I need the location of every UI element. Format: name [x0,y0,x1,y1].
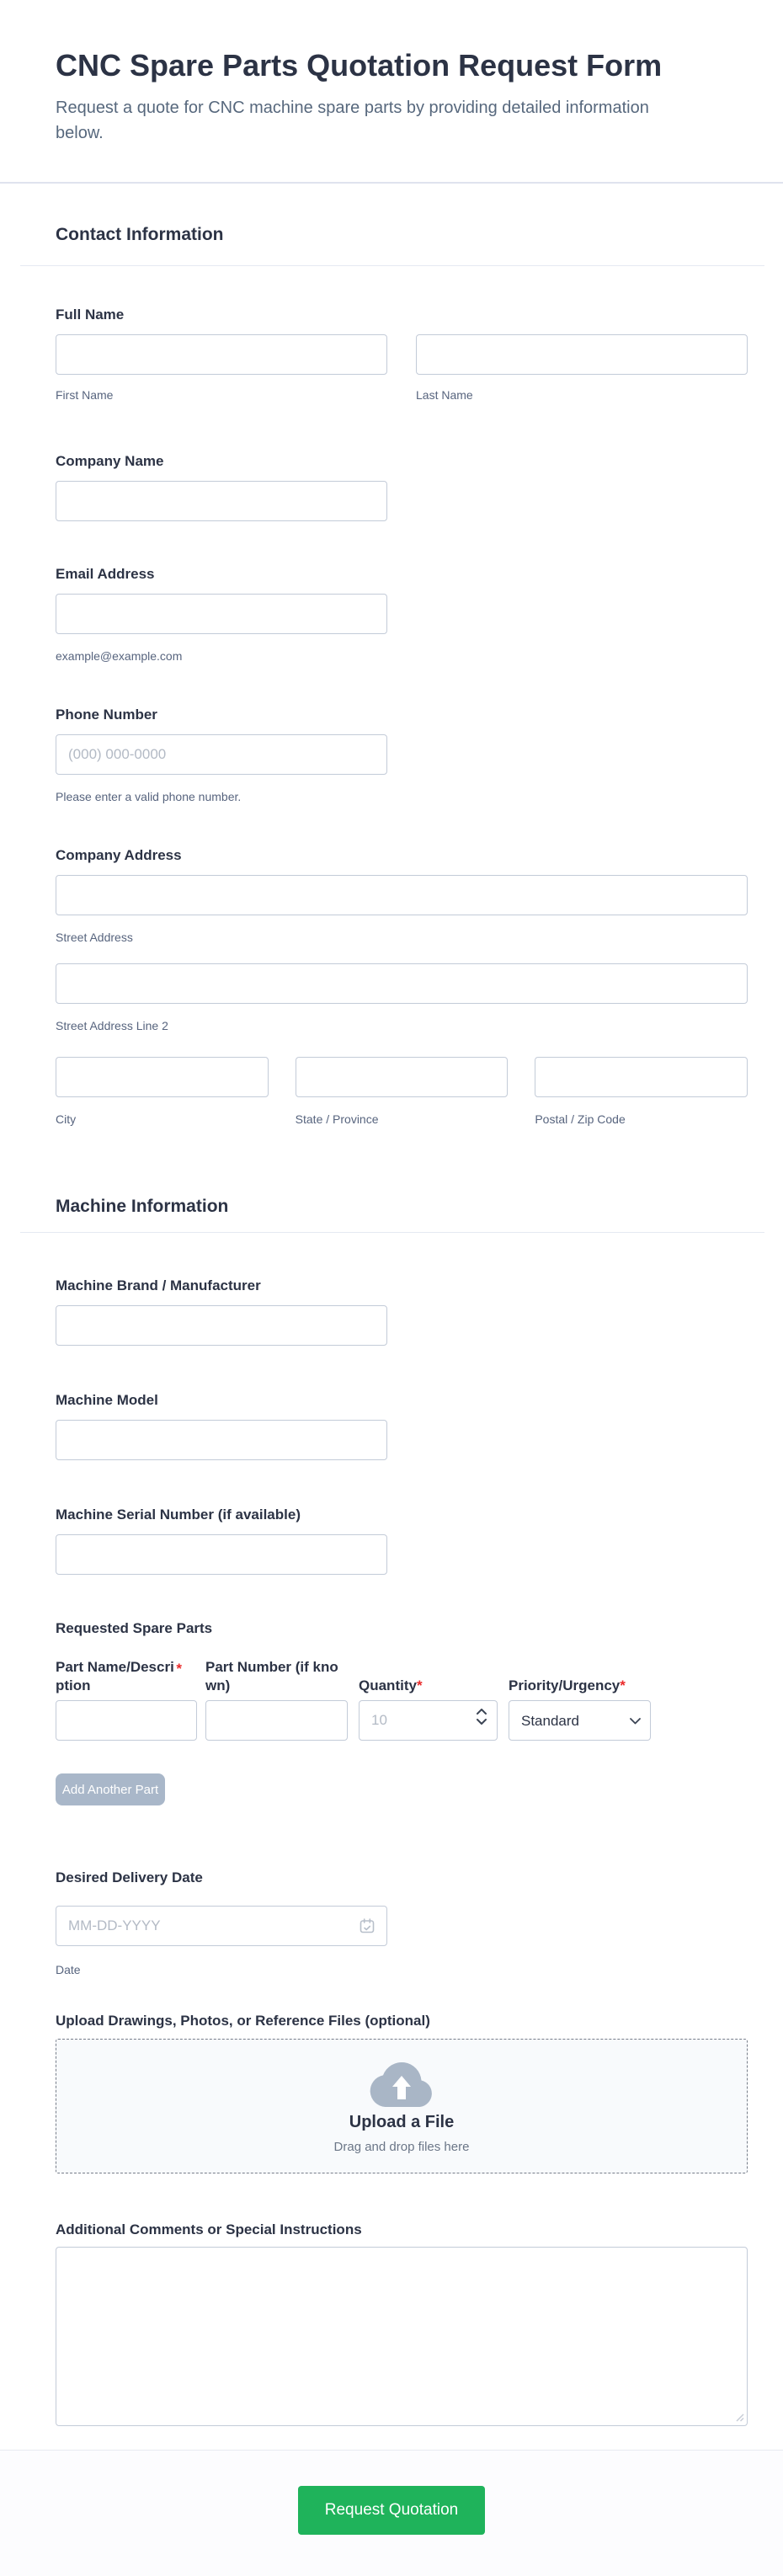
street-address-sublabel: Street Address [56,931,133,944]
street-address2-sublabel: Street Address Line 2 [56,1019,168,1032]
zip-input[interactable] [535,1057,748,1097]
delivery-date-label: Desired Delivery Date [56,1869,203,1885]
field-delivery-date [56,1869,748,1977]
required-marker: * [176,1661,182,1677]
request-quotation-button[interactable]: Request Quotation [298,2486,485,2535]
section-divider [20,265,764,266]
spare-parts-input-row [56,1700,748,1741]
machine-serial-input[interactable] [56,1534,387,1575]
priority-column-label: Priority/Urgency* [509,1677,626,1693]
zip-sublabel: Postal / Zip Code [535,1112,626,1126]
date-sublabel: Date [56,1963,81,1976]
comments-label: Additional Comments or Special Instructions [56,2221,362,2237]
company-name-input[interactable] [56,481,387,521]
form-header [0,0,783,184]
upload-label: Upload Drawings, Photos, or Reference Files (optional) [56,2013,430,2029]
required-marker: * [416,1677,423,1693]
field-machine-brand [56,1277,748,1346]
calendar-icon[interactable] [359,1917,376,1934]
machine-serial-label: Machine Serial Number (if available) [56,1507,301,1523]
field-company-address [56,846,748,1127]
contact-fields [0,306,783,1127]
company-address-label: Company Address [56,847,182,863]
field-machine-model [56,1391,748,1460]
field-upload [56,2012,748,2173]
company-name-label: Company Name [56,453,164,469]
resize-handle-icon[interactable] [734,2412,744,2422]
phone-input[interactable] [56,734,387,775]
add-another-part-button[interactable]: Add Another Part [56,1773,165,1805]
quantity-column-label: Quantity* [359,1677,423,1693]
email-label: Email Address [56,566,155,582]
part-number-column-label: Part Number (if known) [205,1659,338,1693]
field-company-name [56,452,748,521]
street-address-input[interactable] [56,875,748,915]
first-name-input[interactable] [56,334,387,375]
state-sublabel: State / Province [295,1112,379,1126]
last-name-input[interactable] [416,334,748,375]
comments-textarea[interactable] [56,2247,748,2426]
machine-brand-label: Machine Brand / Manufacturer [56,1277,261,1293]
email-helper: example@example.com [56,649,183,663]
field-full-name [56,306,748,403]
section-divider [20,1232,764,1233]
field-machine-serial [56,1506,748,1575]
section-title-contact: Contact Information [56,225,224,244]
spare-parts-label: Requested Spare Parts [56,1620,213,1636]
machine-brand-input[interactable] [56,1305,387,1346]
quantity-stepper[interactable] [477,1709,487,1725]
section-machine-information [0,1127,783,1218]
machine-fields [0,1277,783,2426]
part-name-input[interactable] [56,1700,197,1741]
spare-parts-header-row [56,1658,748,1695]
state-input[interactable] [296,1057,509,1097]
chevron-down-icon [477,1719,487,1725]
field-phone [56,706,748,804]
file-dropzone[interactable] [56,2039,748,2173]
section-contact-information [0,184,783,246]
field-comments [56,2221,748,2426]
chevron-up-icon [477,1709,487,1715]
upload-cloud-icon [369,2061,434,2107]
machine-model-input[interactable] [56,1420,387,1460]
priority-select[interactable] [509,1700,651,1741]
part-name-column-label: Part Name/Description * [56,1659,182,1693]
city-sublabel: City [56,1112,77,1126]
phone-label: Phone Number [56,707,157,723]
page-subtitle: Request a quote for CNC machine spare parts by providing detailed information below. [56,99,649,142]
upload-subtitle: Drag and drop files here [333,2140,470,2154]
field-requested-spare-parts [56,1619,748,1805]
delivery-date-input[interactable] [56,1906,387,1946]
machine-model-label: Machine Model [56,1392,158,1408]
phone-helper: Please enter a valid phone number. [56,790,242,803]
form-footer [0,2451,783,2576]
upload-title: Upload a File [349,2113,455,2131]
street-address2-input[interactable] [56,963,748,1004]
page-title: CNC Spare Parts Quotation Request Form [56,48,663,83]
first-name-sublabel: First Name [56,388,114,402]
part-number-input[interactable] [205,1700,348,1741]
field-email [56,565,748,664]
full-name-label: Full Name [56,307,125,323]
last-name-sublabel: Last Name [416,388,473,402]
email-input[interactable] [56,594,387,634]
city-input[interactable] [56,1057,269,1097]
section-title-machine: Machine Information [56,1197,229,1216]
required-marker: * [620,1677,626,1693]
